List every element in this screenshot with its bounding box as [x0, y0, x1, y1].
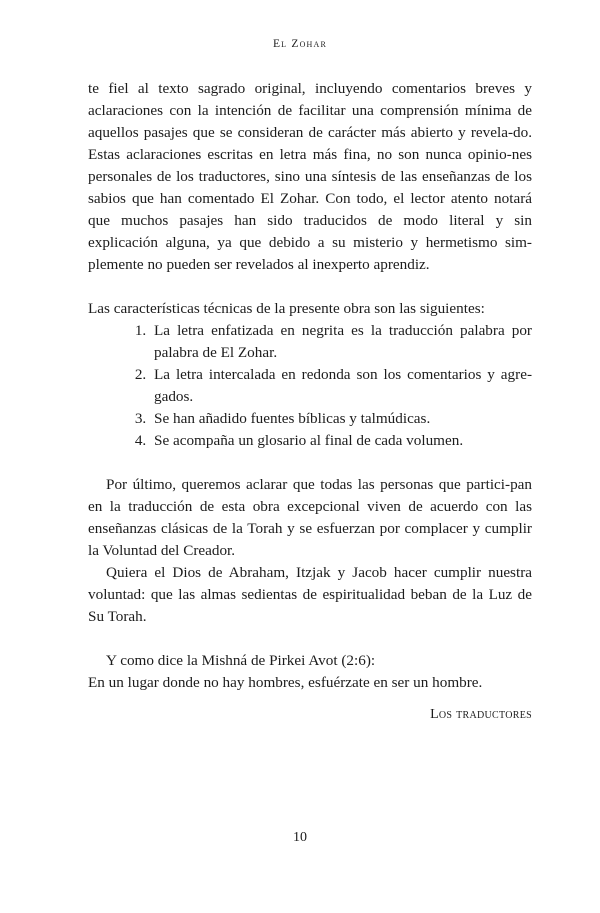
signature: Los traductores	[430, 707, 532, 722]
page-body	[88, 78, 532, 726]
quote-text: En un lugar donde no hay hombres, esfuérzate en ser un hombre.	[88, 674, 483, 691]
list-intro: Las características técnicas de la presente obra son las siguientes:	[88, 300, 485, 317]
intro-paragraph: te fiel al texto sagrado original, incluyendo comentarios breves y aclaraciones con la intención de facilitar una comprensión mínima de aquellos pasajes que se consideran de carácter más abierto y revela-do. Estas aclaraciones escritas en letra más fina, no son nunca opinio-nes personales de los traductores, sino una síntesis de las enseñanzas de los sabios que han comentado El Zohar. Con todo, el lector atento notará que muchos pasajes han sido traducidos de modo literal y sin explicación alguna, ya que debido a su misterio y hermetismo sim-plemente no pueden ser revelados al inexperto aprendiz.	[88, 80, 532, 273]
running-header: El Zohar	[272, 38, 328, 50]
quote-intro: Y como dice la Mishná de Pirkei Avot (2:6):	[106, 652, 376, 669]
blessing-paragraph: Quiera el Dios de Abraham, Itzjak y Jacob hacer cumplir nuestra voluntad: que las almas sedientas de espiritualidad beban de la Luz de Su Torah.	[88, 564, 532, 625]
list-item: 1. La letra enfatizada en negrita es la traducción palabra por palabra de El Zohar.	[150, 320, 532, 364]
list-item: 2. La letra intercalada en redonda son los comentarios y agre-gados.	[150, 364, 532, 408]
list-item: 4. Se acompaña un glosario al final de cada volumen.	[150, 430, 532, 452]
list-item: 3. Se han añadido fuentes bíblicas y talmúdicas.	[150, 408, 532, 430]
page-number: 10	[293, 830, 307, 845]
closing-paragraph: Por último, queremos aclarar que todas las personas que partici-pan en la traducción de esta obra excepcional viven de acuerdo con las enseñanzas clásicas de la Torah y se esfuerzan por complacer y cumplir la Voluntad del Creador.	[88, 476, 532, 559]
features-list	[88, 320, 532, 452]
